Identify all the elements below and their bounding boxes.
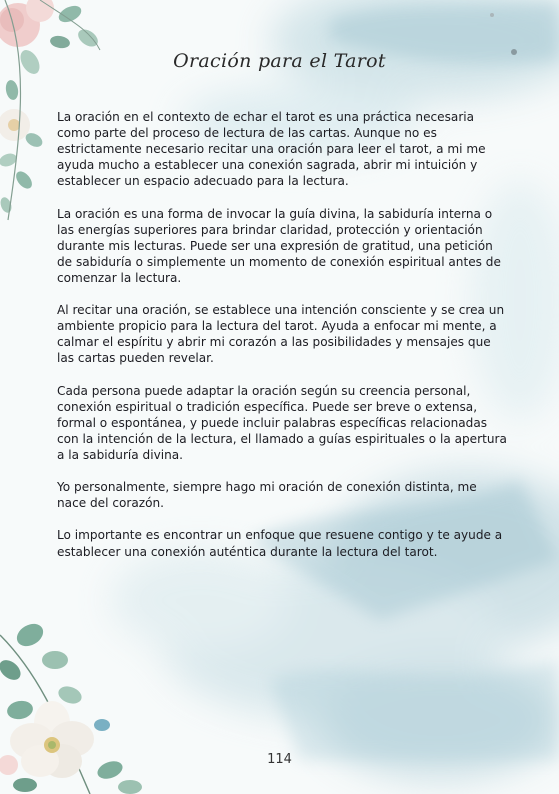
paragraph: Al recitar una oración, se establece una intención consciente y se crea un ambiente propicio para la lectura del tarot. Ayuda a enfocar mi mente, a calmar el espíritu y abrir mi corazón a las posibilidades y mensajes que las cartas pueden revelar. bbox=[57, 303, 505, 366]
page-number: 114 bbox=[267, 752, 292, 767]
floral-bouquet-bottom-left bbox=[0, 615, 180, 794]
paragraph: Yo personalmente, siempre hago mi oración de conexión distinta, me nace del corazón. bbox=[57, 480, 477, 511]
page-title: Oración para el Tarot bbox=[173, 50, 386, 72]
paragraph: La oración es una forma de invocar la guía divina, la sabiduría interna o las energías superiores para brindar claridad, protección y orientación durante mis lecturas. Puede ser una expresión de gratitud, una petición de sabiduría o simplemente un momento de conexión espiritual antes de comenzar la lectura. bbox=[57, 206, 501, 285]
paragraph: Lo importante es encontrar un enfoque que resuene contigo y te ayude a establecer una conexión auténtica durante la lectura del tarot. bbox=[57, 528, 503, 559]
paragraph: Cada persona puede adaptar la oración según su creencia personal, conexión espiritual o tradición específica. Puede ser breve o extensa, formal o espontánea, y puede incluir palabras específicas relacionadas con la intención de la lectura, el llamado a guías espirituales o la apertura a la sabiduría divina. bbox=[57, 383, 507, 462]
body-text bbox=[57, 109, 507, 576]
paragraph: La oración en el contexto de echar el tarot es una práctica necesaria como parte del proceso de lectura de las cartas. Aunque no es estrictamente necesario recitar una oración para leer el tarot, a mi me ayuda mucho a establecer una conexión sagrada, abrir mi intuición y establecer un espacio adecuado para la lectura. bbox=[57, 110, 486, 189]
